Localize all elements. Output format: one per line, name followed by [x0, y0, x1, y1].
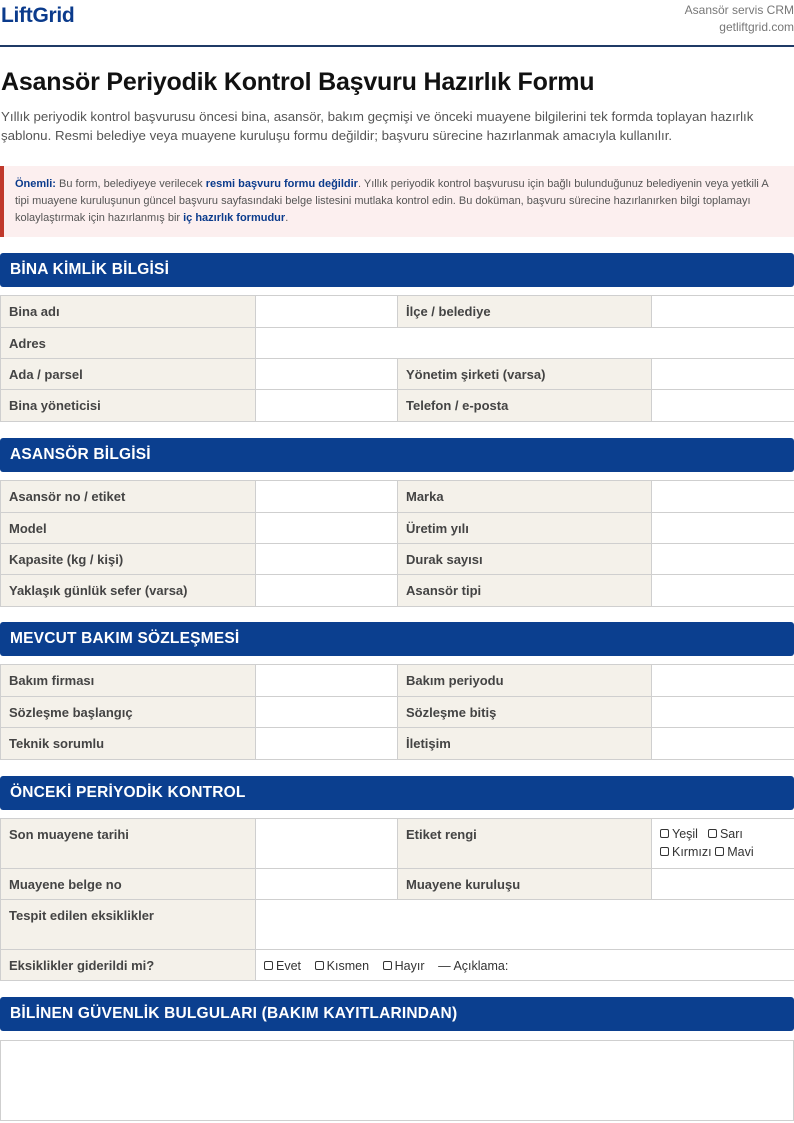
maintenance-table [0, 664, 794, 760]
label-maintenance-period: Bakım periyodu [398, 665, 652, 697]
page-intro: Yıllık periyodik kontrol başvurusu öncesi bina, asansör, bakım geçmişi ve önceki muayene bilgilerini tek formda toplayan hazırlık şablonu. Resmi belediye veya muayene kuruluşu formu değildir; başvuru sürecine hazırlanmak amacıyla kullanılır. [1, 109, 754, 143]
previous-table [0, 818, 794, 981]
section-previous-title: ÖNCEKİ PERİYODİK KONTROL [0, 776, 794, 810]
resolved-option-label: Kısmen [326, 959, 370, 973]
checkbox-icon [708, 829, 717, 838]
field-building-contact[interactable] [652, 390, 794, 422]
label-brand: Marka [398, 481, 652, 513]
tag-option-label: Sarı [719, 827, 743, 841]
explanation-label: — Açıklama: [438, 959, 509, 973]
notice-lead: Önemli: [15, 178, 56, 190]
tag-option-red[interactable] [660, 843, 712, 861]
tag-option-label: Kırmızı [672, 845, 712, 859]
product-domain: getliftgrid.com [719, 20, 794, 34]
building-table [0, 295, 794, 422]
field-management[interactable] [652, 359, 794, 390]
safety-findings-field[interactable] [0, 1040, 794, 1121]
field-maintenance-company[interactable] [256, 665, 398, 697]
field-contract-end[interactable] [652, 697, 794, 728]
field-district[interactable] [652, 296, 794, 328]
label-technician: Teknik sorumlu [1, 728, 256, 760]
field-technician[interactable] [256, 728, 398, 760]
checkbox-icon [660, 847, 669, 856]
resolved-option-no[interactable] [383, 959, 425, 973]
checkbox-icon [383, 961, 392, 970]
field-capacity[interactable] [256, 544, 398, 575]
notice-text-3: . [285, 212, 289, 224]
field-address[interactable] [256, 328, 794, 359]
brand-logo: LiftGrid [1, 4, 75, 27]
field-parcel[interactable] [256, 359, 398, 390]
label-contract-end: Sözleşme bitiş [398, 697, 652, 728]
label-capacity: Kapasite (kg / kişi) [1, 544, 256, 575]
label-maintenance-company: Bakım firması [1, 665, 256, 697]
label-contract-start: Sözleşme başlangıç [1, 697, 256, 728]
notice-emphasis-2: iç hazırlık formudur [183, 212, 286, 224]
label-year: Üretim yılı [398, 513, 652, 544]
field-cert-no[interactable] [256, 869, 398, 900]
checkbox-icon [264, 961, 273, 970]
checkbox-icon [660, 829, 669, 838]
tag-option-label: Mavi [727, 845, 754, 859]
label-stops: Durak sayısı [398, 544, 652, 575]
resolved-options [256, 950, 794, 981]
field-maintenance-period[interactable] [652, 665, 794, 697]
label-elevator-type: Asansör tipi [398, 575, 652, 607]
label-cert-no: Muayene belge no [1, 869, 256, 900]
label-authority: Muayene kuruluşu [398, 869, 652, 900]
field-brand[interactable] [652, 481, 794, 513]
label-tag-color: Etiket rengi [398, 819, 652, 869]
tag-color-options [652, 819, 794, 869]
field-year[interactable] [652, 513, 794, 544]
checkbox-icon [315, 961, 324, 970]
label-management: Yönetim şirketi (varsa) [398, 359, 652, 390]
field-building-name[interactable] [256, 296, 398, 328]
label-elevator-number: Asansör no / etiket [1, 481, 256, 513]
page-title: Asansör Periyodik Kontrol Başvuru Hazırlık Formu [1, 68, 595, 96]
label-resolved: Eksiklikler giderildi mi? [1, 950, 256, 981]
resolved-option-label: Evet [276, 959, 302, 973]
resolved-option-label: Hayır [394, 959, 425, 973]
label-manager: Bina yöneticisi [1, 390, 256, 422]
tag-option-yellow[interactable] [708, 825, 743, 843]
notice-emphasis-1: resmi başvuru formu değildir [205, 178, 358, 190]
section-elevator-title: ASANSÖR BİLGİSİ [0, 438, 794, 472]
label-maintenance-contact: İletişim [398, 728, 652, 760]
field-daily-trips[interactable] [256, 575, 398, 607]
label-parcel: Ada / parsel [1, 359, 256, 390]
elevator-table [0, 480, 794, 607]
notice-text-2: . Yıllık periyodik kontrol başvurusu için bağlı bulunduğunuz belediyenin veya yetkili A tipi muayene kuruluşunun güncel başvuru sayfasındaki belge listesini mutlaka kontrol edin. Bu doküman, başvuru sürecine hazırlanırken bilgi toplamayı kolaylaştırmak için hazırlanmış bir [15, 178, 769, 224]
field-defects[interactable] [256, 900, 794, 950]
label-last-inspection: Son muayene tarihi [1, 819, 256, 869]
label-daily-trips: Yaklaşık günlük sefer (varsa) [1, 575, 256, 607]
label-district: İlçe / belediye [398, 296, 652, 328]
header-meta [685, 2, 794, 36]
tag-option-label: Yeşil [672, 827, 698, 841]
label-model: Model [1, 513, 256, 544]
field-contract-start[interactable] [256, 697, 398, 728]
field-elevator-number[interactable] [256, 481, 398, 513]
product-name: Asansör servis CRM [684, 3, 794, 17]
field-stops[interactable] [652, 544, 794, 575]
label-defects: Tespit edilen eksiklikler [1, 900, 256, 950]
label-building-name: Bina adı [1, 296, 256, 328]
field-elevator-type[interactable] [652, 575, 794, 607]
label-building-contact: Telefon / e-posta [398, 390, 652, 422]
section-maintenance-title: MEVCUT BAKIM SÖZLEŞMESİ [0, 622, 794, 656]
field-manager[interactable] [256, 390, 398, 422]
field-last-inspection[interactable] [256, 819, 398, 869]
section-building-title: BİNA KİMLİK BİLGİSİ [0, 253, 794, 287]
tag-option-green[interactable] [660, 825, 698, 843]
field-model[interactable] [256, 513, 398, 544]
field-authority[interactable] [652, 869, 794, 900]
label-address: Adres [1, 328, 256, 359]
page-header [0, 0, 794, 47]
field-maintenance-contact[interactable] [652, 728, 794, 760]
checkbox-icon [715, 847, 724, 856]
notice-text-1: Bu form, belediyeye verilecek [55, 178, 206, 190]
tag-option-blue[interactable] [715, 843, 753, 861]
resolved-option-partial[interactable] [315, 959, 369, 973]
section-safety-title: BİLİNEN GÜVENLİK BULGULARI (BAKIM KAYITLARINDAN) [0, 997, 794, 1031]
resolved-option-yes[interactable] [264, 959, 301, 973]
important-notice [0, 166, 794, 237]
